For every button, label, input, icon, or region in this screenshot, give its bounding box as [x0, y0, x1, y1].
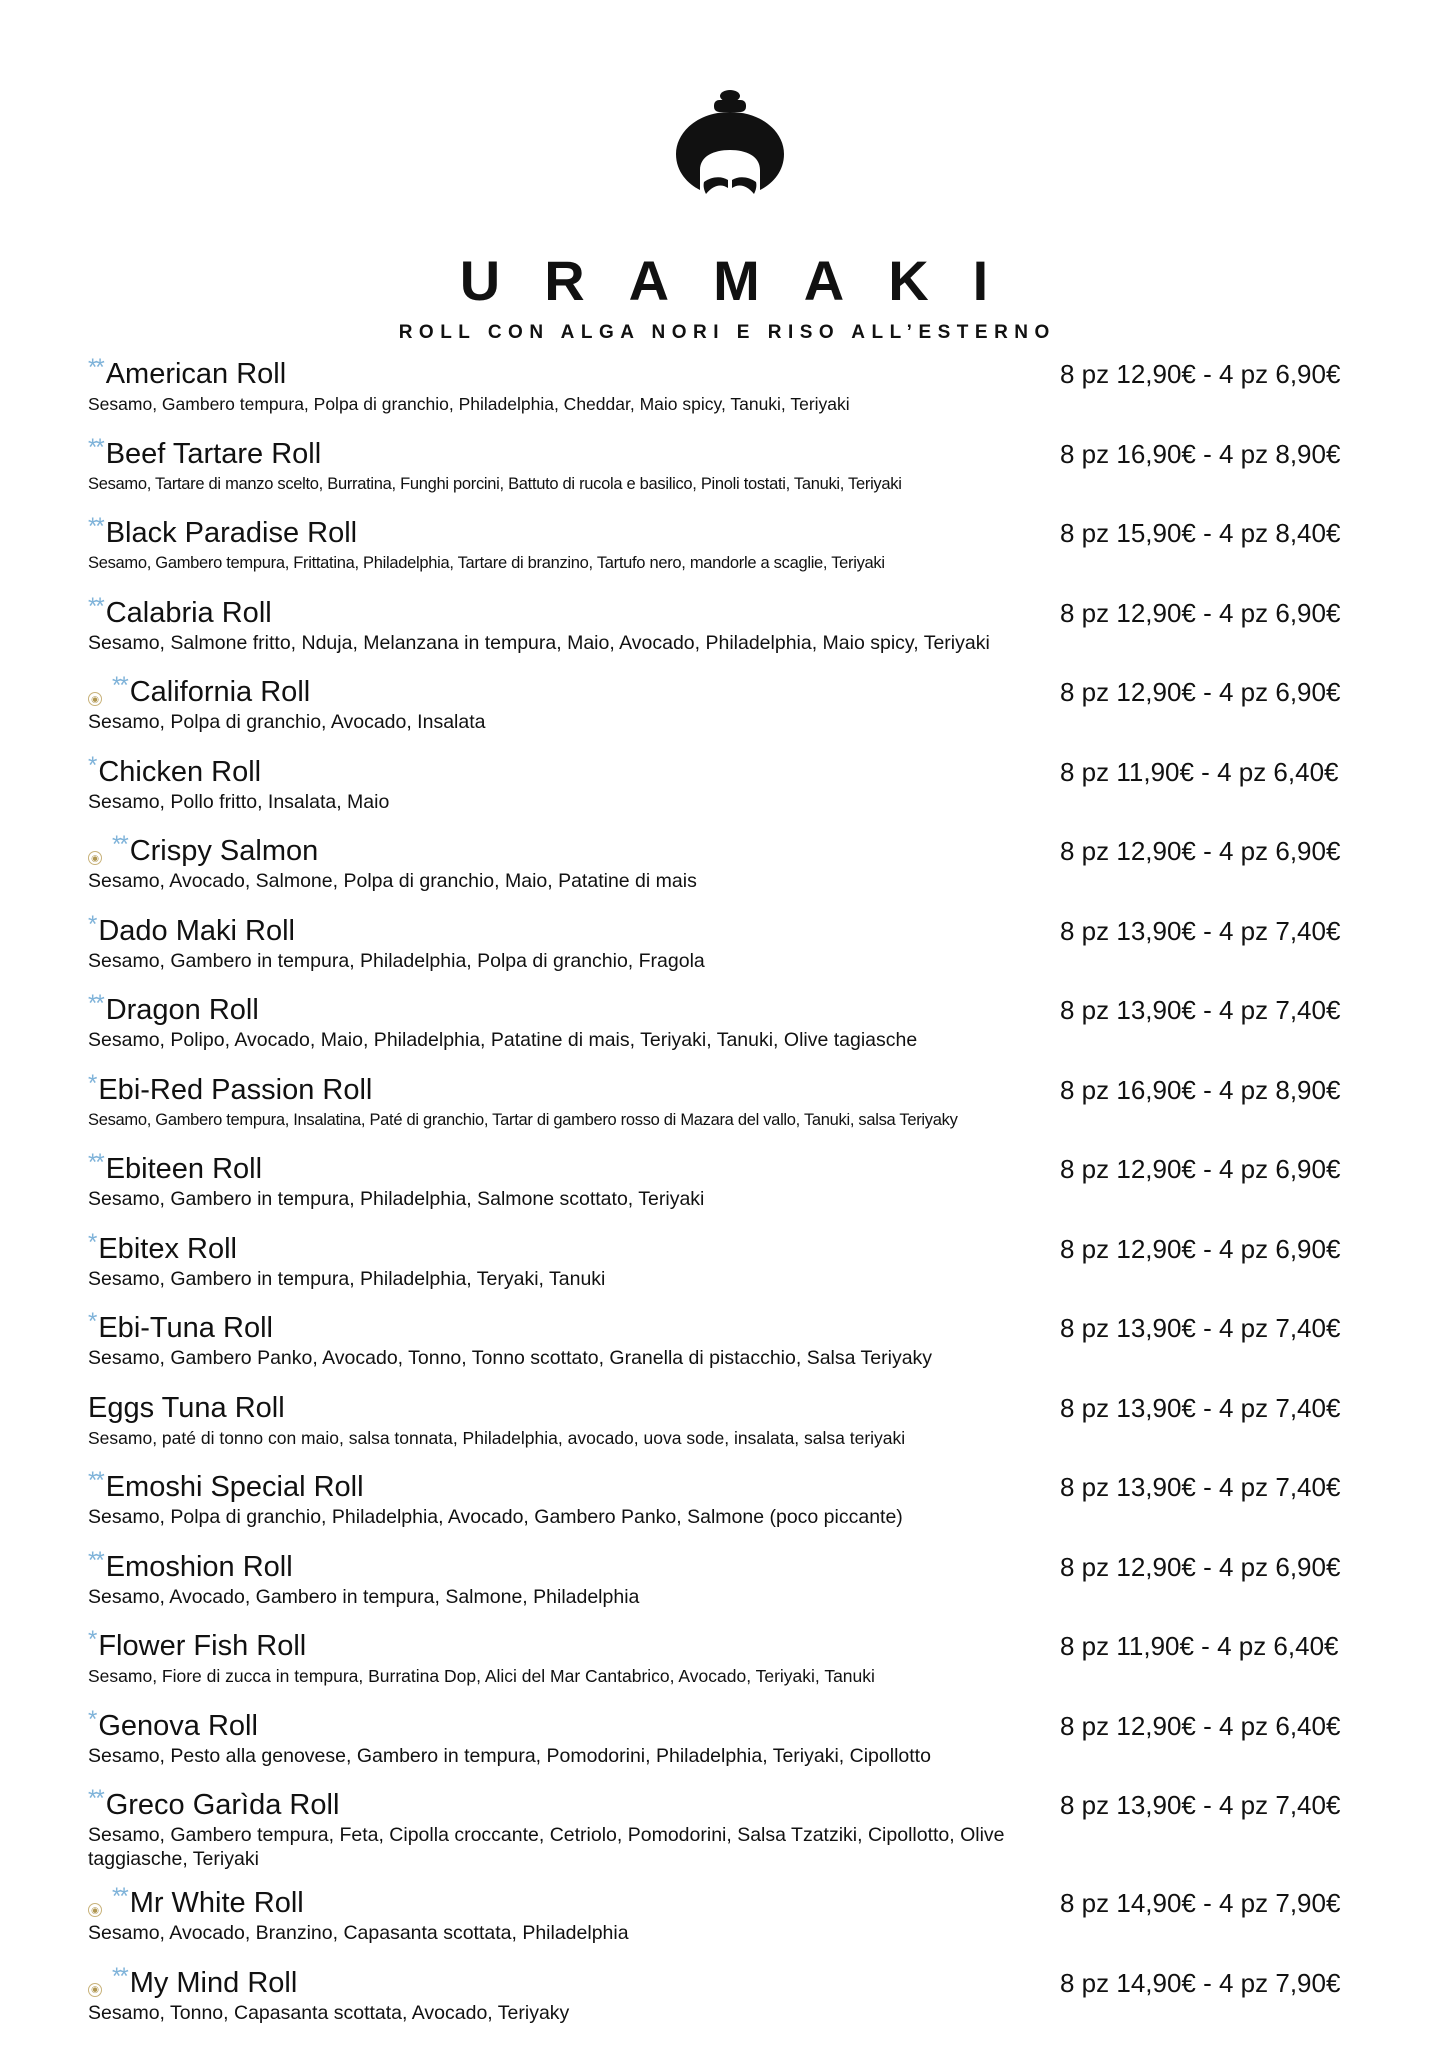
seal-icon: ◉ — [88, 1983, 102, 1997]
item-name-line — [88, 752, 261, 788]
star-marker: * — [88, 1308, 96, 1335]
item-name: Flower Fish Roll — [98, 1630, 307, 1662]
item-ingredients: Sesamo, Gambero tempura, Polpa di granchio, Philadelphia, Cheddar, Maio spicy, Tanuki, Teriyaki — [88, 394, 850, 414]
menu-item — [88, 752, 1368, 832]
star-marker: ** — [112, 1962, 127, 1990]
star-marker: * — [88, 910, 96, 938]
menu-item — [88, 1467, 1368, 1547]
item-name-line — [88, 1785, 339, 1821]
item-price: 8 pz 12,90€ - 4 pz 6,90€ — [1060, 677, 1341, 707]
item-name: Genova Roll — [98, 1709, 258, 1742]
star-marker: * — [88, 1069, 96, 1097]
menu-item — [88, 1963, 1368, 2043]
item-price: 8 pz 11,90€ - 4 pz 6,40€ — [1060, 756, 1339, 787]
item-ingredients: Sesamo, Polpa di granchio, Philadelphia, Avocado, Gambero Panko, Salmone (poco piccante) — [88, 1506, 903, 1528]
item-name-line — [88, 1308, 273, 1344]
item-price: 8 pz 13,90€ - 4 pz 7,40€ — [1060, 1313, 1341, 1343]
item-ingredients: Sesamo, Pollo fritto, Insalata, Maio — [88, 790, 390, 813]
item-price: 8 pz 12,90€ - 4 pz 6,90€ — [1060, 359, 1341, 389]
item-ingredients: Sesamo, Tartare di manzo scelto, Burratina, Funghi porcini, Battuto di rucola e basilico, Pinoli tostati, Tanuki, Teriyaki — [88, 474, 902, 493]
item-name-line — [88, 1883, 304, 1919]
item-ingredients: Sesamo, Pesto alla genovese, Gambero in tempura, Pomodorini, Philadelphia, Teriyaki, Cipollotto — [88, 1744, 931, 1767]
item-price: 8 pz 14,90€ - 4 pz 7,90€ — [1060, 1967, 1341, 1998]
item-name: Black Paradise Roll — [105, 517, 358, 549]
menu-item — [88, 1883, 1368, 1963]
item-ingredients: Sesamo, Avocado, Gambero in tempura, Salmone, Philadelphia — [88, 1585, 640, 1608]
star-marker: ** — [88, 990, 103, 1017]
menu-item — [88, 1785, 1368, 1883]
item-name-line — [88, 1229, 237, 1265]
item-name: Greco Garìda Roll — [105, 1789, 340, 1821]
menu-item — [88, 1706, 1368, 1786]
item-price: 8 pz 16,90€ - 4 pz 8,90€ — [1060, 438, 1341, 469]
item-price: 8 pz 13,90€ - 4 pz 7,40€ — [1060, 995, 1341, 1025]
item-price: 8 pz 12,90€ - 4 pz 6,90€ — [1060, 1154, 1341, 1184]
item-price: 8 pz 13,90€ - 4 pz 7,40€ — [1060, 915, 1341, 946]
menu-item — [88, 831, 1368, 911]
star-marker: ** — [88, 354, 103, 381]
menu-item — [88, 1547, 1368, 1627]
item-ingredients: Sesamo, Gambero tempura, Feta, Cipolla croccante, Cetriolo, Pomodorini, Salsa Tzatziki, Cipollotto, Olive taggiasche, Teriyaki — [88, 1824, 1005, 1870]
item-name-line — [88, 1388, 285, 1424]
item-price: 8 pz 12,90€ - 4 pz 6,40€ — [1060, 1710, 1341, 1741]
item-name: Ebi-Tuna Roll — [98, 1312, 273, 1344]
menu-item — [88, 911, 1368, 991]
item-name-line — [88, 434, 321, 470]
item-name-line — [88, 354, 286, 390]
menu-item — [88, 513, 1368, 593]
item-price: 8 pz 11,90€ - 4 pz 6,40€ — [1060, 1631, 1339, 1661]
item-name: Ebiteen Roll — [105, 1153, 263, 1185]
item-ingredients: Sesamo, Avocado, Branzino, Capasanta scottata, Philadelphia — [88, 1922, 629, 1944]
menu-item — [88, 1388, 1368, 1468]
menu-item — [88, 1626, 1368, 1706]
item-name-line — [88, 831, 318, 867]
item-name: Mr White Roll — [129, 1887, 304, 1919]
menu-item — [88, 1308, 1368, 1388]
item-name: My Mind Roll — [129, 1966, 298, 1999]
samurai-head-logo — [670, 84, 790, 214]
star-marker: ** — [88, 1785, 103, 1812]
item-ingredients: Sesamo, Avocado, Salmone, Polpa di granchio, Maio, Patatine di mais — [88, 870, 697, 892]
menu-item — [88, 672, 1368, 752]
item-price: 8 pz 12,90€ - 4 pz 6,90€ — [1060, 1551, 1341, 1582]
seal-icon: ◉ — [88, 692, 102, 706]
star-marker: ** — [88, 1149, 103, 1176]
star-marker: * — [88, 751, 96, 779]
item-name: Emoshion Roll — [105, 1550, 293, 1583]
menu-item — [88, 1229, 1368, 1309]
item-price: 8 pz 12,90€ - 4 pz 6,90€ — [1060, 1233, 1341, 1264]
item-ingredients: Sesamo, Fiore di zucca in tempura, Burratina Dop, Alici del Mar Cantabrico, Avocado, Teriyaki, Tanuki — [88, 1666, 875, 1686]
item-ingredients: Sesamo, Polipo, Avocado, Maio, Philadelphia, Patatine di mais, Teriyaki, Tanuki, Olive tagiasche — [88, 1029, 918, 1051]
star-marker: * — [88, 1228, 96, 1256]
item-ingredients: Sesamo, Gambero tempura, Insalatina, Paté di granchio, Tartar di gambero rosso di Mazara del vallo, Tanuki, salsa Teriyaky — [88, 1110, 958, 1129]
seal-icon: ◉ — [88, 1903, 102, 1917]
item-price: 8 pz 13,90€ - 4 pz 7,40€ — [1060, 1472, 1341, 1502]
seal-icon: ◉ — [88, 851, 102, 865]
item-price: 8 pz 15,90€ - 4 pz 8,40€ — [1060, 518, 1341, 548]
item-name: Dragon Roll — [105, 994, 259, 1026]
item-name-line — [88, 911, 295, 947]
item-ingredients: Sesamo, Gambero in tempura, Philadelphia, Polpa di granchio, Fragola — [88, 949, 705, 972]
item-name-line — [88, 1070, 372, 1106]
menu-item — [88, 1070, 1368, 1150]
item-price: 8 pz 14,90€ - 4 pz 7,90€ — [1060, 1888, 1341, 1918]
item-name-line — [88, 1706, 258, 1742]
item-name: Dado Maki Roll — [98, 914, 295, 947]
item-price: 8 pz 12,90€ - 4 pz 6,90€ — [1060, 597, 1341, 628]
star-marker: ** — [88, 1546, 103, 1574]
star-marker: ** — [88, 513, 103, 540]
star-marker: * — [88, 1626, 96, 1653]
star-marker: ** — [112, 831, 127, 858]
item-price: 8 pz 13,90€ - 4 pz 7,40€ — [1060, 1790, 1341, 1820]
item-name-line — [88, 990, 259, 1026]
item-name: Emoshi Special Roll — [105, 1471, 364, 1503]
item-name-line — [88, 1467, 364, 1503]
item-name: Eggs Tuna Roll — [88, 1391, 285, 1424]
item-name-line — [88, 513, 357, 549]
item-price: 8 pz 13,90€ - 4 pz 7,40€ — [1060, 1392, 1341, 1423]
menu-item — [88, 354, 1368, 434]
item-ingredients: Sesamo, Gambero in tempura, Philadelphia, Salmone scottato, Teriyaki — [88, 1188, 705, 1210]
item-name-line — [88, 672, 310, 708]
star-marker: ** — [88, 592, 103, 620]
item-name: California Roll — [129, 676, 311, 708]
item-name: Calabria Roll — [105, 596, 272, 629]
item-name-line — [88, 1626, 306, 1662]
star-marker: ** — [88, 433, 103, 461]
page-title: URAMAKI — [459, 249, 1033, 312]
item-name: Chicken Roll — [98, 755, 262, 788]
item-name-line — [88, 1963, 297, 1999]
item-ingredients: Sesamo, Gambero tempura, Frittatina, Philadelphia, Tartare di branzino, Tartufo nero, mandorle a scaglie, Teriyaki — [88, 554, 885, 572]
item-ingredients: Sesamo, Gambero Panko, Avocado, Tonno, Tonno scottato, Granella di pistacchio, Salsa Teriyaky — [88, 1347, 933, 1369]
item-name: Ebitex Roll — [98, 1232, 237, 1265]
item-ingredients: Sesamo, Gambero in tempura, Philadelphia, Teryaki, Tanuki — [88, 1267, 606, 1290]
item-price: 8 pz 12,90€ - 4 pz 6,90€ — [1060, 836, 1341, 866]
menu-item — [88, 1149, 1368, 1229]
item-ingredients: Sesamo, paté di tonno con maio, salsa tonnata, Philadelphia, avocado, uova sode, insalata, salsa teriyaki — [88, 1427, 906, 1448]
star-marker: ** — [88, 1467, 103, 1494]
item-name: Beef Tartare Roll — [105, 437, 322, 470]
page-subtitle: ROLL CON ALGA NORI E RISO ALL’ESTERNO — [398, 322, 1056, 343]
item-name: Ebi-Red Passion Roll — [98, 1073, 373, 1106]
item-name: Crispy Salmon — [129, 835, 319, 867]
item-price: 8 pz 16,90€ - 4 pz 8,90€ — [1060, 1074, 1341, 1105]
item-name: American Roll — [105, 358, 287, 390]
item-name-line — [88, 593, 272, 629]
menu-item — [88, 434, 1368, 514]
menu-item — [88, 593, 1368, 673]
star-marker: * — [88, 1705, 96, 1733]
menu-list — [88, 354, 1368, 2042]
item-ingredients: Sesamo, Polpa di granchio, Avocado, Insalata — [88, 711, 486, 733]
star-marker: ** — [112, 672, 127, 699]
item-name-line — [88, 1547, 293, 1583]
menu-item — [88, 990, 1368, 1070]
item-ingredients: Sesamo, Tonno, Capasanta scottata, Avocado, Teriyaky — [88, 2001, 570, 2024]
star-marker: ** — [112, 1883, 127, 1910]
item-name-line — [88, 1149, 262, 1185]
item-ingredients: Sesamo, Salmone fritto, Nduja, Melanzana in tempura, Maio, Avocado, Philadelphia, Maio spicy, Teriyaki — [88, 631, 990, 654]
